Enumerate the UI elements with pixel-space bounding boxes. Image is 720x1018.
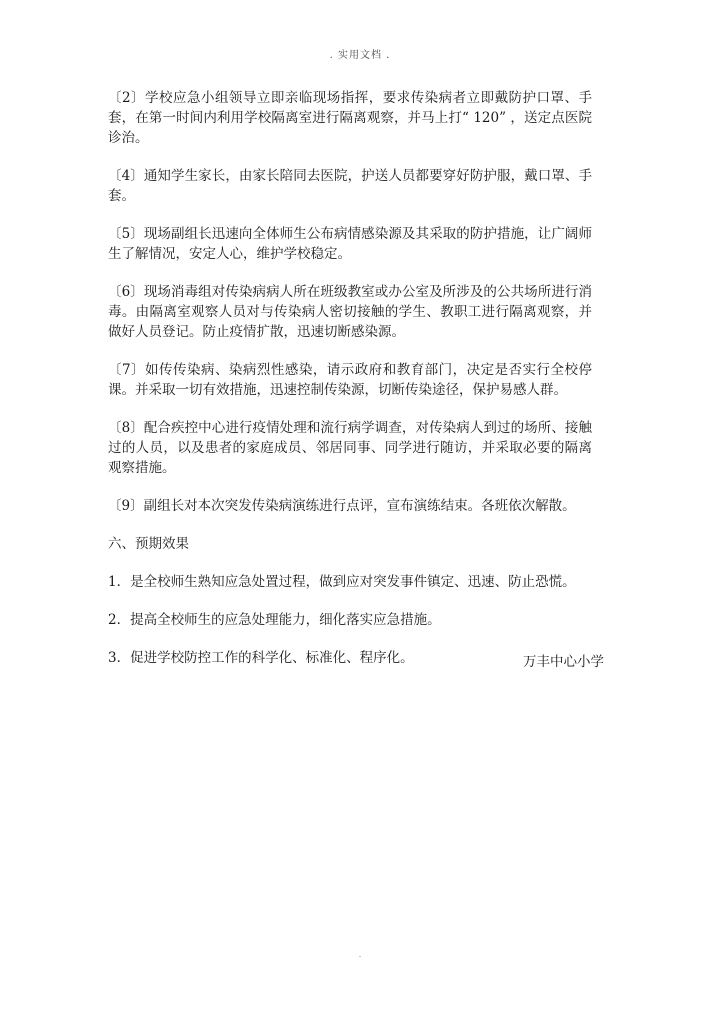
paragraph-step-5: 〔5〕现场副组长迅速向全体师生公布病情感染源及其采取的防护措施，让广阔师生了解情况，安定人心，维护学校稳定。: [108, 226, 592, 262]
page-header: . 实用文档 .: [329, 50, 391, 61]
paragraph-step-9: 〔9〕副组长对本次突发传染病演练进行点评，宣布演练结束。各班依次解散。: [108, 498, 576, 514]
document-body: [108, 88, 592, 686]
paragraph-step-2: 〔2〕学校应急小组领导立即亲临现场指挥，要求传染病者立即戴防护口罩、手套，在第一时间内利用学校隔离室进行隔离观察，并马上打“ 120” ，送定点医院诊治。: [108, 90, 592, 146]
effect-item-1: 1．是全校师生熟知应急处置过程，做到应对突发事件镇定、迅速、防止恐慌。: [108, 574, 576, 590]
paragraph-step-6: 〔6〕现场消毒组对传染病病人所在班级教室或办公室及所涉及的公共场所进行消毒。由隔离室观察人员对与传染病人密切接触的学生、教职工进行隔离观察，并做好人员登记。防止疫情扩散，迅速切断感染源。: [108, 284, 592, 340]
paragraph-step-8: 〔8〕配合疾控中心进行疫情处理和流行病学调查，对传染病人到过的场所、接触过的人员，以及患者的家庭成员、邻居同事、同学进行随访，并采取必要的隔离观察措施。: [108, 420, 592, 476]
section-heading-expected-effects: 六、预期效果: [108, 536, 189, 552]
signature-school-name: 万丰中心小学: [523, 654, 604, 670]
page-footer: .: [358, 950, 362, 959]
effect-item-3: 3．促进学校防控工作的科学化、标准化、程序化。: [108, 650, 414, 666]
paragraph-step-7: 〔7〕如传传染病、染病烈性感染，请示政府和教育部门，决定是否实行全校停课。并采取一切有效措施，迅速控制传染源，切断传染途径，保护易感人群。: [108, 362, 592, 398]
paragraph-step-4: 〔4〕通知学生家长，由家长陪同去医院，护送人员都要穿好防护服，戴口罩、手套。: [108, 168, 592, 204]
effect-item-2: 2．提高全校师生的应急处理能力，细化落实应急措施。: [108, 612, 441, 628]
